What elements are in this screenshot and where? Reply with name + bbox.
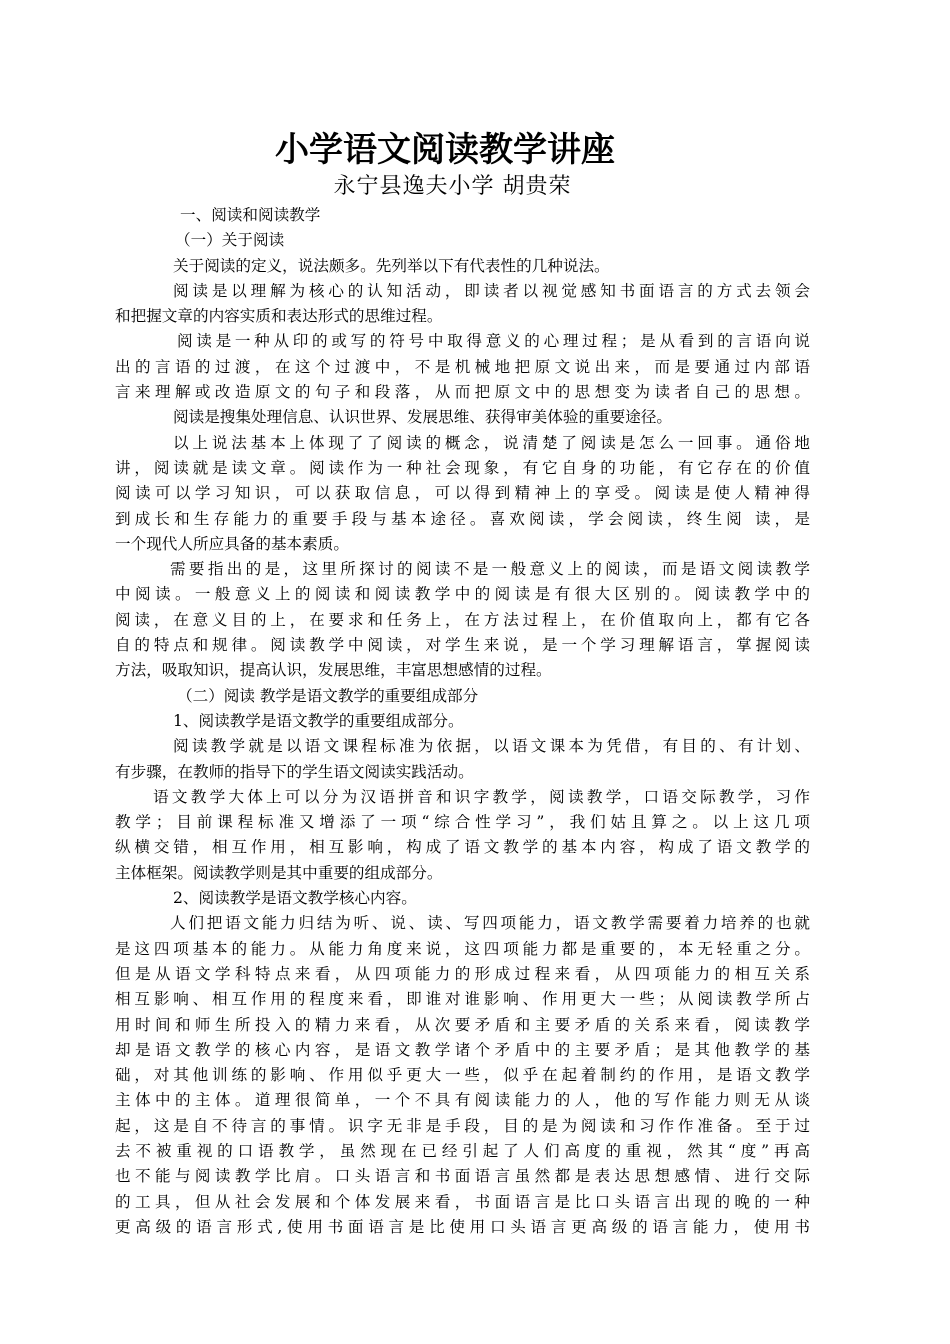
paragraph-line: 主体框架。阅读教学则是其中重要的组成部分。: [115, 863, 443, 882]
paragraph-line: 和把握文章的内容实质和表达形式的思维过程。: [115, 307, 443, 326]
paragraph-line: 一、阅读和阅读教学: [180, 206, 321, 224]
paragraph-line: 中阅读。一般意义上的阅读和阅读教学中的阅读是有很大区别的。阅读教学中的: [115, 585, 810, 604]
paragraph-line: 出的言语的过渡，在这个过渡中，不是机械地把原文说出来，而是要通过内部语: [115, 357, 810, 376]
paragraph-line: 阅读，在意义目的上，在要求和任务上，在方法过程上，在价值取向上，都有它各: [115, 610, 810, 629]
document-body: [115, 203, 810, 1240]
paragraph-line: 的工具，但从社会发展和个体发展来看，书面语言是比口头语言出现的晚的一种: [115, 1192, 810, 1211]
paragraph-line: 1、阅读教学是语文教学的重要组成部分。: [173, 711, 464, 730]
document-subtitle: 永宁县逸夫小学 胡贵荣: [333, 174, 572, 199]
paragraph-line: 2、阅读教学是语文教学核心内容。: [173, 889, 417, 908]
paragraph-line: 有步骤，在教师的指导下的学生语文阅读实践活动。: [115, 762, 474, 781]
paragraph-line: 阅读教学就是以语文课程标准为依据，以语文课本为凭借，有目的、有计划、: [173, 737, 810, 756]
paragraph-line: 是这四项基本的能力。从能力角度来说，这四项能力都是重要的，本无轻重之分。: [115, 939, 810, 958]
paragraph-line: 纵横交错，相互作用，相互影响，构成了语文教学的基本内容，构成了语文教学的: [115, 838, 810, 857]
paragraph-line: 一个现代人所应具备的基本素质。: [115, 534, 349, 553]
paragraph-line: （一）关于阅读: [175, 231, 285, 250]
paragraph-line: 阅读是搜集处理信息、认识世界、发展思维、获得审美体验的重要途径。: [173, 408, 673, 427]
paragraph-line: 更高级的语言形式,使用书面语言是比使用口头语言更高级的语言能力，使用书: [115, 1217, 810, 1236]
document-title: 小学语文阅读教学讲座: [275, 130, 615, 170]
paragraph-line: 去不被重视的口语教学，虽然现在已经引起了人们高度的重视，然其“度”再高: [115, 1141, 810, 1160]
paragraph-line: 阅读可以学习知识，可以获取信息，可以得到精神上的享受。阅读是使人精神得: [115, 484, 810, 503]
paragraph-line: 人们把语文能力归结为听、说、读、写四项能力，语文教学需要着力培养的也就: [170, 914, 810, 933]
paragraph-line: 却是语文教学的核心内容，是语文教学诸个矛盾中的主要矛盾；是其他教学的基: [115, 1040, 810, 1059]
paragraph-line: 阅读是一种从印的或写的符号中取得意义的心理过程；是从看到的言语向说: [177, 332, 810, 351]
paragraph-line: 起，这是自不待言的事情。识字无非是手段，目的是为阅读和习作作准备。至于过: [115, 1116, 810, 1135]
paragraph-line: 以上说法基本上体现了了阅读的概念，说清楚了阅读是怎么一回事。通俗地: [173, 433, 810, 452]
paragraph-line: 语文教学大体上可以分为汉语拼音和识字教学，阅读教学，口语交际教学，习作: [153, 787, 810, 806]
paragraph-line: 阅读是以理解为核心的认知活动，即读者以视觉感知书面语言的方式去领会: [173, 281, 810, 300]
paragraph-line: 础，对其他训练的影响、作用似乎更大一些，似乎在起着制约的作用，是语文教学: [115, 1066, 810, 1085]
paragraph-line: 讲，阅读就是读文章。阅读作为一种社会现象，有它自身的功能，有它存在的价值: [115, 458, 810, 477]
paragraph-line: 关于阅读的定义，说法颇多。先列举以下有代表性的几种说法。: [173, 256, 610, 275]
paragraph-line: 主体中的主体。道理很简单，一个不具有阅读能力的人，他的写作能力则无从谈: [115, 1091, 810, 1110]
paragraph-line: 教学；目前课程标准又增添了一项“综合性学习”，我们姑且算之。以上这几项: [115, 813, 810, 832]
paragraph-line: 但是从语文学科特点来看，从四项能力的形成过程来看，从四项能力的相互关系: [115, 964, 810, 983]
paragraph-line: 用时间和师生所投入的精力来看，从次要矛盾和主要矛盾的关系来看，阅读教学: [115, 1015, 810, 1034]
paragraph-line: 也不能与阅读教学比肩。口头语言和书面语言虽然都是表达思想感情、进行交际: [115, 1167, 810, 1186]
paragraph-line: 到成长和生存能力的重要手段与基本途径。喜欢阅读，学会阅读，终生阅 读，是: [115, 509, 810, 528]
paragraph-line: 方法，吸取知识，提高认识，发展思维，丰富思想感情的过程。: [115, 661, 552, 680]
paragraph-line: 自的特点和规律。阅读教学中阅读，对学生来说，是一个学习理解语言，掌握阅读: [115, 636, 810, 655]
paragraph-line: 相互影响、相互作用的程度来看，即谁对谁影响、作用更大一些；从阅读教学所占: [115, 990, 810, 1009]
paragraph-line: 言来理解或改造原文的句子和段落，从而把原文中的思想变为读者自己的思想。: [115, 383, 810, 402]
paragraph-line: （二）阅读 教学是语文教学的重要组成部分: [177, 686, 479, 705]
paragraph-line: 需要指出的是，这里所探讨的阅读不是一般意义上的阅读，而是语文阅读教学: [170, 560, 810, 579]
